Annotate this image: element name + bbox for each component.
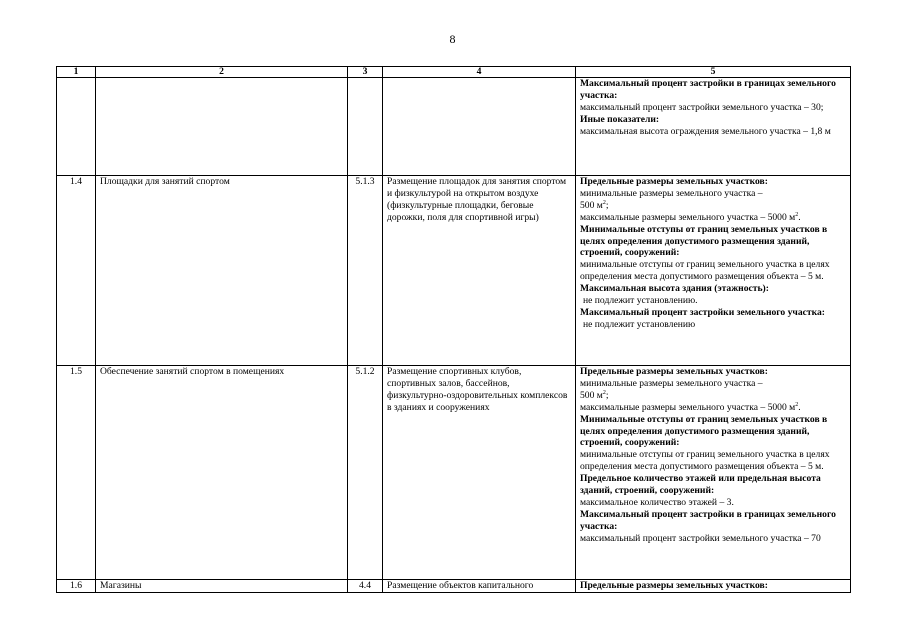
cell-code [348, 78, 383, 176]
cell-params [576, 176, 851, 366]
param-value: максимальные размеры земельного участка – 5000 м [580, 401, 796, 413]
param-value: максимальные размеры земельного участка – 5000 м [580, 211, 796, 223]
cell-params [576, 580, 851, 593]
param-punct: ; [605, 389, 609, 401]
cell-name: Обеспечение занятий спортом в помещениях [96, 366, 348, 580]
param-punct: ; [605, 199, 609, 211]
cell-code: 5.1.2 [348, 366, 383, 580]
cell-params [576, 78, 851, 176]
param-text: минимальные размеры земельного участка – [580, 187, 763, 199]
superscript: 2 [602, 389, 606, 396]
cell-params [576, 366, 851, 580]
param-text [580, 200, 846, 212]
header-row [57, 67, 851, 78]
param-text: не подлежит установлению. [583, 295, 698, 307]
cell-num [57, 78, 96, 176]
param-text: минимальные отступы от границ земельного участка в целях определения места допустимого размещения объекта – 5 м. [580, 259, 830, 283]
cell-desc [383, 78, 576, 176]
cell-name: Площадки для занятий спортом [96, 176, 348, 366]
param-heading: Иные показатели: [580, 113, 660, 125]
param-punct: . [798, 401, 801, 413]
param-value: 500 м [580, 389, 603, 401]
cell-desc: Размещение площадок для занятия спортом и физкультурой на открытом воздухе (физкультурные площадки, беговые дорожки, поля для спортивной игры) [383, 176, 576, 366]
cell-name [96, 78, 348, 176]
col-header-1: 1 [57, 67, 96, 78]
zoning-regulations-table [56, 66, 851, 593]
cell-name: Магазины [96, 580, 348, 593]
param-text: не подлежит установлению [583, 318, 696, 330]
cell-code: 5.1.3 [348, 176, 383, 366]
col-header-5: 5 [576, 67, 851, 78]
param-heading: Максимальный процент застройки в границах земельного участка: [580, 78, 836, 101]
param-heading: Максимальный процент застройки земельного участка: [580, 306, 825, 318]
cell-desc: Размещение объектов капитального [383, 580, 576, 593]
param-heading: Максимальный процент застройки в границах земельного участка: [580, 508, 836, 532]
col-header-3: 3 [348, 67, 383, 78]
param-text: минимальные размеры земельного участка – [580, 377, 763, 389]
cell-code: 4.4 [348, 580, 383, 593]
param-text [580, 402, 846, 414]
table-row-1-5 [57, 366, 851, 580]
cell-num: 1.5 [57, 366, 96, 580]
param-text: минимальные отступы от границ земельного участка в целях определения места допустимого размещения объекта – 5 м. [580, 449, 830, 473]
superscript: 2 [795, 211, 799, 218]
superscript: 2 [602, 199, 606, 206]
cell-num: 1.4 [57, 176, 96, 366]
param-text [580, 212, 846, 224]
cell-num: 1.6 [57, 580, 96, 593]
param-punct: . [798, 211, 801, 223]
param-text: максимальное количество этажей – 3. [580, 496, 734, 508]
cell-desc: Размещение спортивных клубов, спортивных залов, бассейнов, физкультурно-оздоровительных комплексов в зданиях и сооружениях [383, 366, 576, 580]
param-heading: Предельные размеры земельных участков: [580, 176, 768, 187]
table-row-continuation [57, 78, 851, 176]
param-heading: Предельные размеры земельных участков: [580, 366, 768, 377]
param-text: максимальный процент застройки земельного участка – 70 [580, 532, 821, 544]
table-row-1-4 [57, 176, 851, 366]
superscript: 2 [795, 401, 799, 408]
table-row-1-6 [57, 580, 851, 593]
param-heading: Минимальные отступы от границ земельных участков в целях определения допустимого размещения зданий, строений, сооружений: [580, 413, 828, 449]
param-text: максимальная высота ограждения земельного участка – 1,8 м [580, 125, 831, 137]
col-header-4: 4 [383, 67, 576, 78]
param-text [580, 390, 846, 402]
param-value: 500 м [580, 199, 603, 211]
param-heading: Минимальные отступы от границ земельных участков в целях определения допустимого размещения зданий, строений, сооружений: [580, 223, 828, 259]
param-text: максимальный процент застройки земельного участка – 30; [580, 101, 824, 113]
param-heading: Предельные размеры земельных участков: [580, 580, 768, 591]
param-heading: Максимальная высота здания (этажность): [580, 283, 769, 295]
param-heading: Предельное количество этажей или предельная высота зданий, строений, сооружений: [580, 473, 821, 497]
page-number: 8 [449, 32, 456, 46]
col-header-2: 2 [96, 67, 348, 78]
